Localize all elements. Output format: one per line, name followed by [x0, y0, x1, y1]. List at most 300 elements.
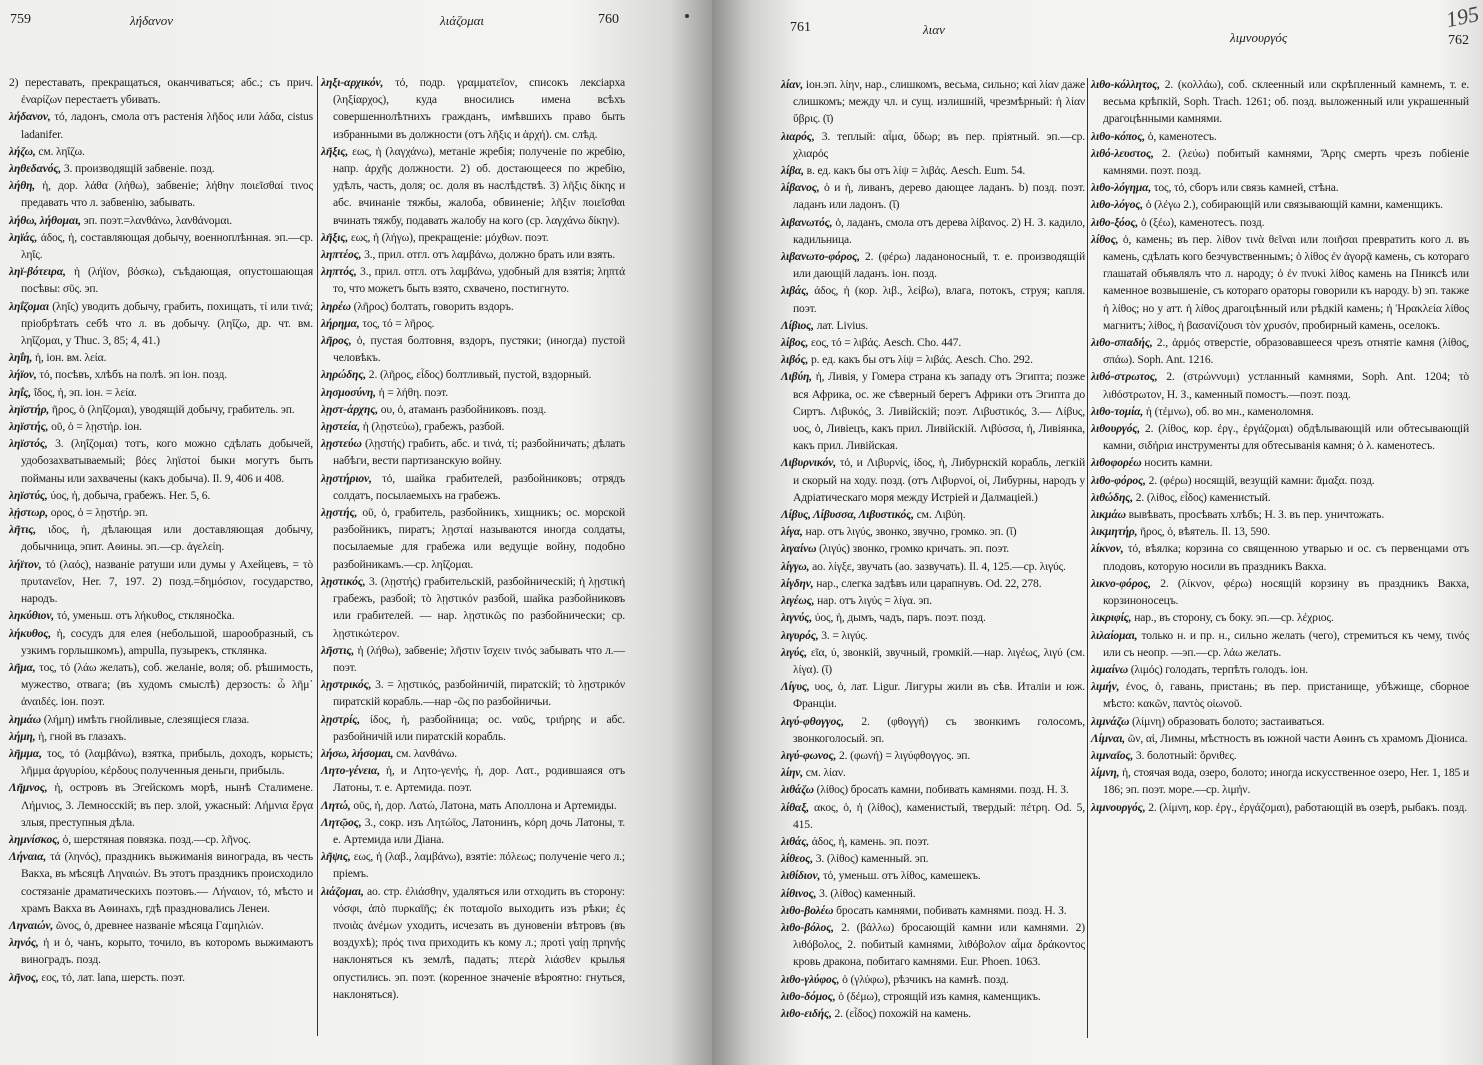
- dictionary-entry: [1091, 454, 1469, 471]
- definition: εῖα, ύ, звонкій, звучный, громкій.—нар. λιγέως, λιγύ (см. λίγα). (ῐ): [793, 645, 1085, 676]
- dictionary-entry: [781, 764, 1085, 781]
- headword: λῆμμα,: [9, 746, 42, 760]
- headword: λιβανωτο-φόρος,: [781, 250, 860, 264]
- definition: τό, шайка грабителей, разбойниковъ; отрядъ солдатъ, посылаемыхъ на грабежъ.: [333, 471, 626, 502]
- dictionary-entry: [9, 659, 313, 711]
- headword: ληΐς,: [9, 385, 32, 399]
- dictionary-entry: [9, 848, 313, 917]
- dictionary-entry: [781, 627, 1085, 644]
- dictionary-entry: [781, 575, 1085, 592]
- headword: ληπτέος,: [321, 248, 362, 262]
- dictionary-entry: [9, 521, 313, 555]
- dictionary-entry: [9, 969, 313, 986]
- dictionary-entry: [781, 248, 1085, 282]
- definition: ао. стр. ἐλιάσθην, удаляться или отходить въ сторону: νόσφι, ἀπὸ πυρκαϊῆς; ἐκ ποταμοῖο выходить изъ рѣки; ἐς πνοιὰς ἀνέμων уходить, исчезать въ дуновеніи вѣтровъ (въ воздухѣ); πρός τινα приходить къ кому л.; προτὶ γαίῃ πρηνής наклоняться къ землѣ, падать; πτερὰ λιάσθεν крылья опустились. эп. поэт. (коренное значеніе вѣроятно: гнуться, наклоняться).: [333, 884, 626, 1001]
- definition: ἡ (τέμνω), об. во мн., каменоломня.: [1145, 404, 1314, 418]
- headword: λῃστής,: [321, 506, 358, 520]
- dictionary-entry: [781, 558, 1085, 575]
- definition: 2. (λίμνη, кор. ἐργ., ἐργάζομαι), работающій въ озерѣ, рыбакъ. позд.: [1148, 800, 1467, 814]
- headword: λῃστρίς,: [321, 712, 360, 726]
- definition: τό (λαός), названіе ратуши или думы у Ахейцевъ, = τὸ πρυτανεῖον, Her. 7, 197. 2) позд.=δημόσιον, государство, народъ.: [21, 557, 314, 606]
- definition: ἡ, островъ въ Эгейскомъ морѣ, нынѣ Сталимене. Λήμνιος, 3. Лемносскій; въ пер. злой, ужасный: Λήμνια ἔργα злыя, преступныя дѣла.: [21, 781, 313, 829]
- dictionary-entry: [9, 401, 313, 418]
- definition: οῦ, ὁ = λῃστήρ. іон.: [51, 420, 142, 434]
- definition: ου, ὁ, атаманъ разбойниковъ. позд.: [380, 402, 547, 416]
- headword: Λιβύη,: [781, 370, 812, 384]
- definition: 2. (φέρω) носящій, везущій камни: ἅμαξα. позд.: [1148, 473, 1375, 487]
- headword: λῆμα,: [9, 660, 36, 674]
- dictionary-entry: [9, 745, 313, 779]
- dictionary-entry: [9, 298, 313, 350]
- headword: λήϊτον,: [9, 557, 42, 571]
- dictionary-entry: [321, 229, 625, 246]
- headword: λίθαξ,: [781, 800, 810, 814]
- dictionary-entry: [1091, 403, 1469, 420]
- ink-dot: [685, 14, 689, 18]
- definition: 3. болотный: ὄρνιθες.: [1135, 748, 1237, 762]
- headword: λῆψις,: [321, 850, 351, 864]
- dictionary-entry: [781, 506, 1085, 523]
- headword: λιμαίνω: [1091, 662, 1128, 676]
- definition: бросать камнями, побивать камнями. позд. Н. З.: [836, 903, 1067, 917]
- definition: ἡ и ὁ, чанъ, корыто, точило, въ которомъ выжимаютъ виноградъ. позд.: [21, 936, 313, 967]
- dictionary-entry: [321, 797, 625, 814]
- dictionary-entry: [321, 246, 625, 263]
- definition: ίδος, ἡ, разбойница; ос. ναῦς, τριήρης и абс. разбойничій или пиратскій корабль.: [333, 712, 625, 743]
- headword: λῃστ-άρχης,: [321, 402, 378, 416]
- definition: 2. (λεύω) побитый камнями, Ἄρης смерть чрезъ побіеніе камнями. поэт. позд.: [1103, 146, 1470, 178]
- dictionary-entry: [9, 556, 313, 608]
- definition: ῶνος, ὁ, древнее названіе мѣсяца Γαμηλιών.: [55, 918, 264, 932]
- dictionary-entry: [9, 349, 313, 366]
- dictionary-entry: [781, 214, 1085, 248]
- definition: 2. (λίθος, εἶδος) каменистый.: [1135, 490, 1271, 504]
- dictionary-entry: [781, 179, 1085, 213]
- definition: 2. (φθογγή) съ звонкимъ голосомъ, звонкоголосый. эп.: [793, 714, 1085, 745]
- headword: λιγύ-φθογγος,: [781, 714, 844, 728]
- definition: τό, посѣвъ, хлѣбъ на полѣ. эп іон. позд.: [39, 368, 228, 382]
- headword: λιμνουργός,: [1091, 800, 1146, 814]
- dictionary-entry: [781, 523, 1085, 540]
- definition: τος, τό (λαμβάνω), взятка, прибыль, доходъ, корысть; λῆμμα ἀργυρίου, κέρδους полученныя деньги, прибыль.: [21, 746, 313, 778]
- headword: λιθο-τομία,: [1091, 404, 1144, 418]
- headword: λῃστικός,: [321, 574, 366, 588]
- definition: 3. = λιγύς.: [821, 628, 868, 642]
- dictionary-entry: [1091, 368, 1469, 402]
- headword: ληϊστός,: [9, 437, 48, 451]
- headword: λιγυρός,: [781, 628, 819, 642]
- definition: τος, τό = λῆρος.: [362, 316, 435, 330]
- headword: λιθο-ειδής,: [781, 1006, 832, 1020]
- dictionary-entry: [321, 384, 625, 401]
- headword: λίγγω,: [781, 559, 810, 573]
- dictionary-entry: [9, 934, 313, 968]
- definition: ύος, ἡ, дымъ, чадъ, паръ. поэт. позд.: [814, 611, 986, 625]
- headword: λήμη,: [9, 729, 36, 743]
- definition: ὁ, пустая болтовня, вздоръ, пустяки; (иногда) пустой человѣкъ.: [333, 334, 625, 365]
- dictionary-entry: [1091, 489, 1469, 506]
- dictionary-entry: [1091, 523, 1469, 540]
- headword: λιαρός,: [781, 129, 815, 143]
- definition: εως, ἡ (λήγω), прекращеніе: μόχθων. поэт.: [350, 230, 549, 244]
- definition: 2., ἁρμός отверстіе, образовавшееся чрезъ отнятіе камня (λίθος, σπάω). Soph. Ant. 1216.: [1103, 336, 1470, 367]
- dictionary-entry: [9, 779, 313, 831]
- headword: ληκύθιον,: [9, 609, 55, 623]
- dictionary-entry: [9, 177, 313, 211]
- handwritten-note: 195: [1443, 0, 1482, 33]
- dictionary-entry: [1091, 472, 1469, 489]
- definition: 2. (βάλλω) бросающій камни или камнями. 2) λιθόβολος, 2. побитый камнями, λιθόβολον αἷμα δράκοντος кровь дракона, побитаго камнями. Eur. Phoen. 1063.: [793, 920, 1085, 969]
- dictionary-entry: [1091, 764, 1469, 798]
- definition: τό, и Λιβυρνίς, ίδος, ἡ, Либурнскій корабль, легкій и скорый на ходу. позд. (отъ Λιβυρνοί, οἱ, Либурны, народъ у Адріатическаго моря между Истріей и Далмаціей.): [793, 456, 1085, 504]
- dictionary-entry: [9, 212, 313, 229]
- definition: ὁ (γλύφω), рѣзчикъ на камнѣ. позд.: [842, 972, 1009, 986]
- definition: (λῃστής) грабить, абс. и τινά, τί; разбойничать; дѣлать набѣги, вести партизанскую войну.: [333, 437, 625, 468]
- headword: λιάζομαι,: [321, 884, 364, 898]
- definition: 3. = λῃστικός, разбойничій, пиратскій; τὸ λῃστρικόν пиратскій корабль.—нар -ῶς по разбойничьи.: [333, 678, 626, 709]
- definition: носить камни.: [1144, 456, 1213, 470]
- headword: λήκυθος,: [9, 626, 52, 640]
- headword: λικμητήρ,: [1091, 525, 1138, 539]
- headword: λιθό-λευστος,: [1091, 146, 1154, 160]
- headword: Ληναιών,: [9, 918, 54, 932]
- column-1: [9, 74, 313, 986]
- dictionary-entry: [9, 711, 313, 728]
- headword: λίκνον,: [1091, 542, 1124, 556]
- definition: 3. (λῃστής) грабительскій, разбойническій; ἡ λῃστική грабежъ, разбой; τὸ λῃστικόν разбой, шайка разбойниковъ или грабителей. — нар. λῃστικῶς по разбойнически; ср. λῃστικώτερον.: [333, 574, 625, 640]
- definition: (λίθος) бросать камни, побивать камнями. позд. Н. З.: [816, 783, 1069, 797]
- dictionary-entry: [1091, 128, 1469, 145]
- headword: λήϊον,: [9, 368, 37, 382]
- dictionary-entry: [9, 917, 313, 934]
- headword: ληϊάς,: [9, 230, 38, 244]
- dictionary-entry: [1091, 609, 1469, 626]
- headword: λῆξις,: [321, 144, 349, 158]
- dictionary-entry: [9, 160, 313, 177]
- dictionary-entry: [1091, 713, 1469, 730]
- dictionary-entry: [321, 883, 625, 1003]
- headword: λιθίδιον,: [781, 869, 821, 883]
- definition: άδος, ἡ, камень. эп. поэт.: [811, 834, 929, 848]
- dictionary-entry: [321, 848, 625, 882]
- dictionary-entry: [9, 366, 313, 383]
- dictionary-entry: [1091, 627, 1469, 661]
- column-4: [1091, 76, 1469, 816]
- definition: ἡ, дор. λάθα (λήθω), забвеніе; λήθην ποιεῖσθαί τινος предавать что л. забвенію, забывать.: [21, 179, 314, 210]
- page-number-759: 759: [10, 12, 31, 27]
- headword: λιβός,: [781, 353, 809, 367]
- definition: ακος, ὁ, ἡ (λίθος), каменистый, твердый: πέτρη. Od. 5, 415.: [793, 800, 1086, 831]
- definition: τό, уменьш. отъ λίθος, камешекъ.: [823, 869, 981, 883]
- dictionary-entry: [781, 351, 1085, 368]
- definition: нар. отъ λιγύς = λίγα. эп.: [817, 594, 932, 608]
- definition: ἡ, Ливія, у Гомера страна къ западу отъ Эгипта; позже вся Африка, ос. же сѣверный берегъ Африки отъ Эгипта до Сиртъ. Λιβυκός, 3. Ливійскій; поэт. Λιβυστικός, 3.— Λίβυς, υος, ὁ, Ливіецъ, какъ прил. Ливійскій. Λιβύσσα, ἡ, Ливіянка, какъ прил. Ливійская.: [793, 370, 1085, 453]
- headword: λήρημα,: [321, 316, 360, 330]
- definition: в. ед. какъ бы отъ λίψ = λιβάς. Aesch. Eum. 54.: [806, 164, 1026, 178]
- definition: ὁ, каменотесъ.: [1147, 129, 1217, 143]
- definition: ὁ (ξέω), каменотесъ. позд.: [1140, 215, 1265, 229]
- headword: Λίβυς, Λίβυσσα, Λιβυστικός,: [781, 508, 914, 522]
- dictionary-entry: [1091, 214, 1469, 231]
- dictionary-entry: [1091, 730, 1469, 747]
- running-head: λιάζομαι: [440, 13, 485, 28]
- dictionary-entry: [321, 418, 625, 435]
- headword: Λήναια,: [9, 850, 47, 864]
- definition: ὁ (δέμω), строящій изъ камня, каменщикъ.: [838, 989, 1041, 1003]
- running-head: λιμνουργός: [1230, 30, 1288, 45]
- headword: λιγέως,: [781, 594, 815, 608]
- dictionary-entry: [321, 814, 625, 848]
- headword: λήζω,: [9, 144, 36, 158]
- dictionary-entry: [781, 885, 1085, 902]
- dictionary-entry: [781, 919, 1085, 971]
- headword: ληϊ-βότειρα,: [9, 265, 66, 279]
- dictionary-entry: [781, 713, 1085, 747]
- headword: λιθό-στρωτος,: [1091, 370, 1158, 384]
- definition: ἡ, сосудъ для елея (небольшой, шарообразный, съ узкимъ горлышкомъ), ampulla, пузырекъ, стклянка.: [21, 626, 313, 657]
- page-number-761: 761: [790, 20, 811, 35]
- definition: ῶν, αἱ, Лимны, мѣстность въ южной части Аѳинъ съ храмомъ Діониса.: [1127, 731, 1468, 745]
- definition: ἡ, и Λητο-γενής, ἡ, дор. Λατ., родившаяся отъ Латоны, т. е. Артемида. поэт.: [333, 764, 625, 795]
- dictionary-entry: [781, 747, 1085, 764]
- dictionary-entry: [781, 850, 1085, 867]
- headword: ληρέω: [321, 299, 351, 313]
- page-number-760: 760: [598, 12, 619, 27]
- dictionary-entry: [9, 728, 313, 745]
- headword: ληθεδανός,: [9, 162, 62, 176]
- headword: λίβος,: [781, 336, 809, 350]
- definition: ὁ, шерстяная повязка. позд.—ср. λῆνος.: [62, 832, 251, 846]
- dictionary-entry: [9, 263, 313, 297]
- definition: ὁ, камень; въ пер. λίθον τινὰ θεῖναι или ποιῆσαι превратить кого л. въ камень, сдѣлать кого безчувственнымъ; ὁ λίθος ἐν ἀγορᾷ камень, съ котораго глашатай объявлялъ что л. народу; ὁ ἐν πνυκὶ λίθος камень на Пниксѣ или каменное возвышеніе, съ котораго ораторы говорили къ народу. b) эп. также ἡ λίθος; но у атт. ἡ λίθος драгоцѣнный или рѣдкій камень; ἡ Ἡρακλεία λίθος магнитъ; λίθος, ἡ βασανίζουσι τὸν χρυσόν, пробирный камень, оселокъ.: [1103, 232, 1469, 332]
- headword: ληΐζομαι: [9, 299, 49, 313]
- headword: λιμήν,: [1091, 680, 1120, 694]
- dictionary-entry: [781, 76, 1085, 128]
- headword: ληϊστής,: [9, 420, 49, 434]
- definition: р. ед. какъ бы отъ λίψ = λιβάς. Aesch. Cho. 292.: [811, 353, 1033, 367]
- definition: ἡ = λήθη. поэт.: [378, 385, 448, 399]
- headword: λιμναῖος,: [1091, 748, 1134, 762]
- headword: λῃστήριον,: [321, 471, 372, 485]
- headword: λίαν,: [781, 78, 804, 91]
- headword: λικριφίς,: [1091, 611, 1132, 625]
- dictionary-entry: [1091, 179, 1469, 196]
- dictionary-entry: [781, 1005, 1085, 1022]
- headword: λιθο-λόγος,: [1091, 198, 1144, 212]
- headword: λίγα,: [781, 525, 803, 539]
- definition: 2. (λῆρος, εἶδος) болтливый, пустой, вздорный.: [368, 368, 592, 382]
- definition: 3. производящій забвеніе. позд.: [63, 162, 215, 176]
- dictionary-entry: [9, 229, 313, 263]
- headword: Λίμναι,: [1091, 731, 1126, 745]
- headword: λήθω, λήθομαι,: [9, 213, 81, 227]
- dictionary-entry: [321, 504, 625, 573]
- definition: τος, τό (λάω желать), соб. желаніе, воля; об. рѣшимость, мужество, отвага; (въ худомъ смыслѣ) дерзость: ὦ λῆμ᾽ ἀναιδές. іон. поэт.: [21, 660, 313, 709]
- headword: λήθη,: [9, 179, 36, 193]
- dictionary-entry: [321, 642, 625, 676]
- definition: ἡ, іон. вм. λεία.: [35, 351, 107, 365]
- headword: λίμνη,: [1091, 766, 1120, 780]
- dictionary-entry: [1091, 145, 1469, 179]
- dictionary-entry: [1091, 575, 1469, 609]
- column-3: [781, 76, 1085, 1022]
- definition: εως, ἡ (λαβ., λαμβάνω), взятіе: πόλεως; полученіе чего л.; пріемъ.: [333, 850, 625, 881]
- headword: Λίβιος,: [781, 318, 814, 332]
- dictionary-entry: [9, 487, 313, 504]
- dictionary-entry: [781, 334, 1085, 351]
- dictionary-entry: [781, 988, 1085, 1005]
- dictionary-entry: [781, 592, 1085, 609]
- headword: λῆτις,: [9, 523, 37, 537]
- headword: λιβάς,: [781, 284, 809, 298]
- definition: άδος, ἡ (кор. λιβ., λείβω), влага, потокъ, струя; капля. поэт.: [793, 284, 1086, 315]
- dictionary-entry: [9, 143, 313, 160]
- definition: нар., въ сторону, съ боку. эп.—ср. λέχριος.: [1134, 611, 1334, 625]
- headword: λῄστωρ,: [9, 506, 48, 520]
- dictionary-entry: [781, 971, 1085, 988]
- definition: см. Λιβύη.: [916, 508, 966, 522]
- headword: λιθώδης,: [1091, 490, 1133, 504]
- definition: ΐδος, ἡ, эп. іон. = λεία.: [33, 385, 137, 399]
- dictionary-entry: [1091, 678, 1469, 712]
- headword: λιθο-φόρος,: [1091, 473, 1146, 487]
- definition: см. λίαν.: [805, 766, 846, 780]
- dictionary-entry: [9, 74, 313, 108]
- definition: εος, τό = λιβάς. Aesch. Cho. 447.: [811, 336, 962, 350]
- dictionary-entry: [321, 745, 625, 762]
- headword: λιθο-κόπος,: [1091, 129, 1145, 143]
- definition: ἡ (λῃστεύω), грабежъ, разбой.: [362, 420, 505, 434]
- headword: λιθο-βολέω: [781, 903, 834, 917]
- dictionary-entry: [321, 143, 625, 229]
- definition: 2. (στρώννυμι) устланный камнями, Soph. Ant. 1204; τὸ λιθόστρωτον, Н. З., каменный помостъ.—поэт. позд.: [1103, 370, 1469, 401]
- definition: нар. отъ λιγύς, звонко, звучно, громко. эп. (ῐ): [805, 525, 1017, 539]
- running-head: λιαν: [923, 22, 945, 37]
- headword: λιγύ-φωνος,: [781, 748, 837, 762]
- headword: λήδανον,: [9, 110, 51, 124]
- definition: ἡ (λήϊον, βόσκω), съѣдающая, опустошающая посѣвы: σῦς. эп.: [21, 265, 314, 296]
- headword: λῆστις,: [321, 643, 355, 657]
- definition: лат. Livius.: [816, 318, 869, 332]
- headword: λικμάω: [1091, 508, 1126, 522]
- dictionary-entry: [781, 317, 1085, 334]
- dictionary-entry: [781, 902, 1085, 919]
- dictionary-entry: [9, 625, 313, 659]
- dictionary-entry: [321, 263, 625, 297]
- headword: λιθουργός,: [1091, 422, 1141, 436]
- definition: 3. (ληΐζομαι) тотъ, кого можно сдѣлать добычей, удобозахватываемый; βόες ληϊστοί быки могутъ быть пойманы или захвачены (какъ добыча). Il. 9, 406 и 408.: [21, 437, 313, 485]
- definition: ао. λίγξε, звучать (ао. зазвучать). Il. 4, 125.—ср. λιγύς.: [812, 559, 1066, 573]
- definition: 2. (φέρω) ладаноносный, т. е. производящій или дающій ладанъ. іон. позд.: [793, 250, 1086, 281]
- headword: λῆρος,: [321, 334, 352, 348]
- definition: τό, вѣялка; корзина со священною утварью и ос. съ первенцами отъ плодовъ, которую носили въ праздникъ Вакха.: [1103, 542, 1469, 573]
- definition: см. ληΐζω.: [38, 144, 85, 158]
- headword: λιθο-δόμος,: [781, 989, 836, 1003]
- definition: 3. (λίθος) каменный.: [819, 886, 916, 900]
- definition: (λήμη) имѣть гнойливые, слезящіеся глаза.: [43, 712, 250, 726]
- definition: τος, τό, сборъ или связь камней, стѣна.: [1153, 181, 1339, 195]
- column-2: [321, 74, 625, 1003]
- dictionary-entry: [321, 332, 625, 366]
- dictionary-entry: [1091, 231, 1469, 334]
- column-divider: [1087, 78, 1088, 1038]
- dictionary-entry: [321, 676, 625, 710]
- definition: τό, ладонъ, смола отъ растенія λῆδος или λάδα, cistus ladanifer.: [21, 110, 314, 141]
- definition: 2. (λίθος, кор. ἐργ., ἐργάζομαι) обдѣлывающій или обтесывающій камни, σιδήρια инструменты для обтесыванія камня; ὁ λ. каменотесъ.: [1103, 422, 1469, 453]
- dictionary-entry: [1091, 334, 1469, 368]
- headword: λησμοσύνη,: [321, 385, 376, 399]
- headword: Λητῷος,: [321, 815, 362, 829]
- definition: 2. (φωνή) = λιγύφθογγος. эп.: [839, 748, 971, 762]
- column-divider: [317, 76, 318, 1036]
- definition: τά (ληνός), праздникъ выжиманія винограда, въ честь Вакха, въ мѣсяцѣ Ληναιών. Въ этотъ праздникъ происходило состязаніе драматическихъ поэтовъ.— Λήναιον, τό, мѣсто и храмъ Вакха въ Аѳинахъ, гдѣ праздновались Ленеи.: [21, 850, 314, 915]
- dictionary-entry: [1091, 661, 1469, 678]
- headword: λίθινος,: [781, 886, 817, 900]
- page-number-762: 762: [1448, 33, 1469, 48]
- dictionary-entry: [9, 831, 313, 848]
- headword: λιθο-βόλος,: [781, 920, 834, 934]
- headword: λῆνος,: [9, 970, 39, 984]
- definition: ὁ, ладанъ, смола отъ дерева λίβανος. 2) Н. З. кадило, кадильница.: [793, 215, 1085, 246]
- definition: ῆρος, ὁ (ληΐζομαι), уводящій добычу, грабитель. эп.: [51, 402, 295, 416]
- headword: λιθο-λόγημα,: [1091, 181, 1152, 195]
- dictionary-entry: [321, 74, 625, 143]
- definition: (λῆρος) болтать, говорить вздоръ.: [353, 299, 514, 313]
- dictionary-entry: [1091, 540, 1469, 574]
- definition: εως, ἡ (λαγχάνω), метаніе жребія; полученіе по жребію, напр. ἀρχῆς должности. 2) об. достающееся по жребію, удѣлъ, часть, доля; ос. доля въ наслѣдствѣ. 3) λῆξις δίκης и абс. вчинаніе тяжбы, жалоба, обвиненіе; λῆξιν ποιεῖσθαι вчинать тяжбу, подавать жалобу на кого (ср. λαγχάνω δίκην).: [333, 144, 625, 227]
- definition: эп. поэт.=λανθάνω, λανθάνομαι.: [83, 213, 233, 227]
- headword: Λίγυς,: [781, 680, 810, 694]
- dictionary-entry: [781, 799, 1085, 833]
- headword: λιμνάζω: [1091, 714, 1130, 728]
- dictionary-entry: [321, 435, 625, 469]
- running-head: λήδανον: [130, 13, 173, 28]
- headword: ληρώδης,: [321, 368, 367, 382]
- headword: ληΐη,: [9, 351, 33, 365]
- headword: λιγύς,: [781, 645, 808, 659]
- headword: λημνίσκος,: [9, 832, 60, 846]
- dictionary-entry: [9, 418, 313, 435]
- headword: Λῆμνος,: [9, 781, 48, 795]
- headword: λῆξις,: [321, 230, 349, 244]
- definition: ύος, ἡ, добыча, грабежъ. Her. 5, 6.: [50, 488, 211, 502]
- headword: ληϊστύς,: [9, 488, 48, 502]
- headword: ληπτός,: [321, 265, 357, 279]
- definition: τό, подр. γραμματεῖον, списокъ лексіарха (ληξίαρχος), куда вносились имена всѣхъ совершеннолѣтнихъ гражданъ, имѣвшихъ право быть избранными въ должности (отъ λῆξις и ἀρχή). см. слѣд.: [333, 76, 625, 141]
- headword: λήσω, λήσομαι,: [321, 746, 394, 760]
- dictionary-entry: [781, 609, 1085, 626]
- headword: λιθο-κόλλητος,: [1091, 78, 1160, 91]
- dictionary-entry: [9, 384, 313, 401]
- dictionary-entry: [1091, 196, 1469, 213]
- definition: ἡ, гной въ глазахъ.: [38, 729, 127, 743]
- definition: нар., слегка задѣвъ или царапнувъ. Od. 22, 278.: [816, 576, 1042, 590]
- headword: ληϊστήρ,: [9, 402, 50, 416]
- dictionary-entry: [1091, 420, 1469, 454]
- definition: ὁ и ἡ, ливанъ, дерево дающее ладанъ. b) позд. поэт. ладанъ или ладонъ. (ῐ): [793, 181, 1086, 212]
- definition: υος, ὁ, лат. Ligur. Лигуры жили въ сѣв. Италіи и юж. Франціи.: [793, 680, 1085, 711]
- definition: ὁ (λέγω 2.), собирающій или связывающій камни, каменщикъ.: [1145, 198, 1443, 212]
- dictionary-entry: [321, 711, 625, 745]
- headword: λίθος,: [1091, 232, 1119, 246]
- dictionary-entry: [781, 540, 1085, 557]
- definition: см. λανθάνω.: [396, 746, 457, 760]
- dictionary-entry: [781, 833, 1085, 850]
- dictionary-entry: [781, 678, 1085, 712]
- definition: ένος, ὁ, гавань, пристань; въ пер. пристанище, убѣжище, сборное мѣсто: κακῶν, παντὸς οἰωνοῦ.: [1103, 680, 1470, 711]
- definition: 2. (λίκνον, φέρω) носящій корзину въ праздникъ Вакха, корзиноносецъ.: [1103, 576, 1470, 608]
- headword: Λητο-γένεια,: [321, 764, 380, 778]
